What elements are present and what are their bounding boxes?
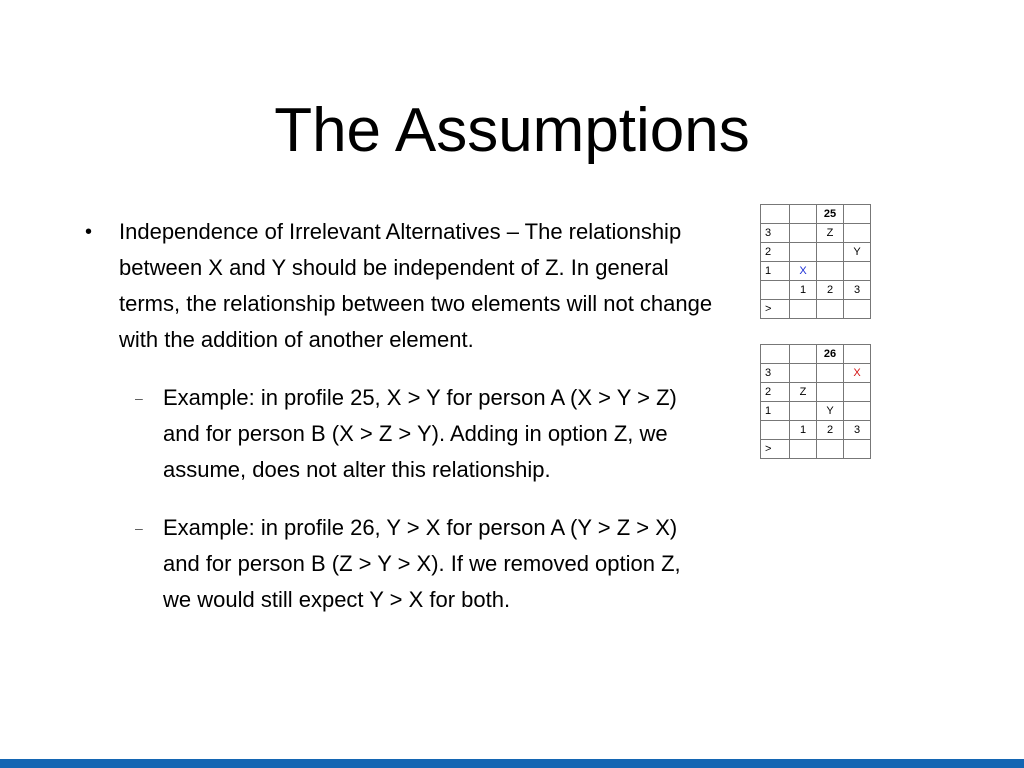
subbullet-example-25 bbox=[135, 380, 713, 488]
grid-cell: Z bbox=[790, 383, 817, 402]
grid-cell bbox=[790, 243, 817, 262]
grid-cell: Z bbox=[817, 224, 844, 243]
subbullet-example-26 bbox=[135, 510, 713, 618]
subbullet-text: Example: in profile 26, Y > X for person A (Y > Z > X) and for person B (Z > Y > X). If we removed option Z, we would still expect Y > X for both. bbox=[163, 515, 681, 612]
grid-row bbox=[761, 224, 871, 243]
grid-cell bbox=[844, 262, 871, 281]
subbullet-marker: – bbox=[135, 520, 143, 536]
grid-row bbox=[761, 281, 871, 300]
grid-cell: Y bbox=[817, 402, 844, 421]
grid-cell bbox=[844, 300, 871, 319]
rank-label: 3 bbox=[761, 364, 790, 383]
profile-26-grid bbox=[760, 344, 871, 459]
preference-symbol: > bbox=[761, 300, 790, 319]
bullet-marker: • bbox=[85, 221, 93, 243]
voter-label: 2 bbox=[817, 421, 844, 440]
profile-number: 26 bbox=[817, 345, 844, 364]
grid-row bbox=[761, 243, 871, 262]
grid-cell: Y bbox=[844, 243, 871, 262]
grid-cell bbox=[844, 440, 871, 459]
profile-number: 25 bbox=[817, 205, 844, 224]
rank-label: 1 bbox=[761, 262, 790, 281]
voter-label: 3 bbox=[844, 281, 871, 300]
rank-label: 1 bbox=[761, 402, 790, 421]
grid-cell bbox=[790, 224, 817, 243]
grid-header-row bbox=[761, 345, 871, 364]
slide-title: The Assumptions bbox=[274, 96, 750, 165]
grid-cell bbox=[817, 243, 844, 262]
grid-cell bbox=[790, 402, 817, 421]
grid-cell: X bbox=[844, 364, 871, 383]
grid-cell bbox=[844, 205, 871, 224]
grid-cell bbox=[817, 262, 844, 281]
rank-label bbox=[761, 421, 790, 440]
grid-cell bbox=[844, 345, 871, 364]
grid-cell: X bbox=[790, 262, 817, 281]
rank-label: 2 bbox=[761, 243, 790, 262]
slide-body bbox=[85, 214, 725, 628]
grid-cell bbox=[817, 440, 844, 459]
grid-row bbox=[761, 440, 871, 459]
voter-label: 1 bbox=[790, 421, 817, 440]
bullet-iia bbox=[85, 214, 725, 358]
grid-cell bbox=[844, 224, 871, 243]
rank-label: 2 bbox=[761, 383, 790, 402]
grid-cell bbox=[790, 300, 817, 319]
rank-label bbox=[761, 281, 790, 300]
grid-cell bbox=[761, 345, 790, 364]
grid-row bbox=[761, 421, 871, 440]
voter-label: 1 bbox=[790, 281, 817, 300]
grid-cell bbox=[844, 402, 871, 421]
grid-cell bbox=[790, 205, 817, 224]
grid-row bbox=[761, 383, 871, 402]
grid-cell bbox=[790, 345, 817, 364]
grid-cell bbox=[844, 383, 871, 402]
grid-row bbox=[761, 300, 871, 319]
subbullet-text: Example: in profile 25, X > Y for person A (X > Y > Z) and for person B (X > Z > Y). Adding in option Z, we assume, does not alter this relationship. bbox=[163, 385, 677, 482]
rank-label: 3 bbox=[761, 224, 790, 243]
bullet-text: Independence of Irrelevant Alternatives – The relationship between X and Y should be independent of Z. In general terms, the relationship between two elements will not change with the addition of another element. bbox=[119, 219, 713, 352]
grid-cell bbox=[817, 300, 844, 319]
voter-label: 2 bbox=[817, 281, 844, 300]
grid-cell bbox=[761, 205, 790, 224]
profile-25-grid bbox=[760, 204, 871, 319]
preference-symbol: > bbox=[761, 440, 790, 459]
grid-cell bbox=[790, 440, 817, 459]
subbullet-marker: – bbox=[135, 390, 143, 406]
grid-row bbox=[761, 262, 871, 281]
grid-row bbox=[761, 402, 871, 421]
grid-row bbox=[761, 364, 871, 383]
grid-header-row bbox=[761, 205, 871, 224]
grid-cell bbox=[790, 364, 817, 383]
footer-bar bbox=[0, 759, 1024, 768]
voter-label: 3 bbox=[844, 421, 871, 440]
grid-cell bbox=[817, 383, 844, 402]
grid-cell bbox=[817, 364, 844, 383]
